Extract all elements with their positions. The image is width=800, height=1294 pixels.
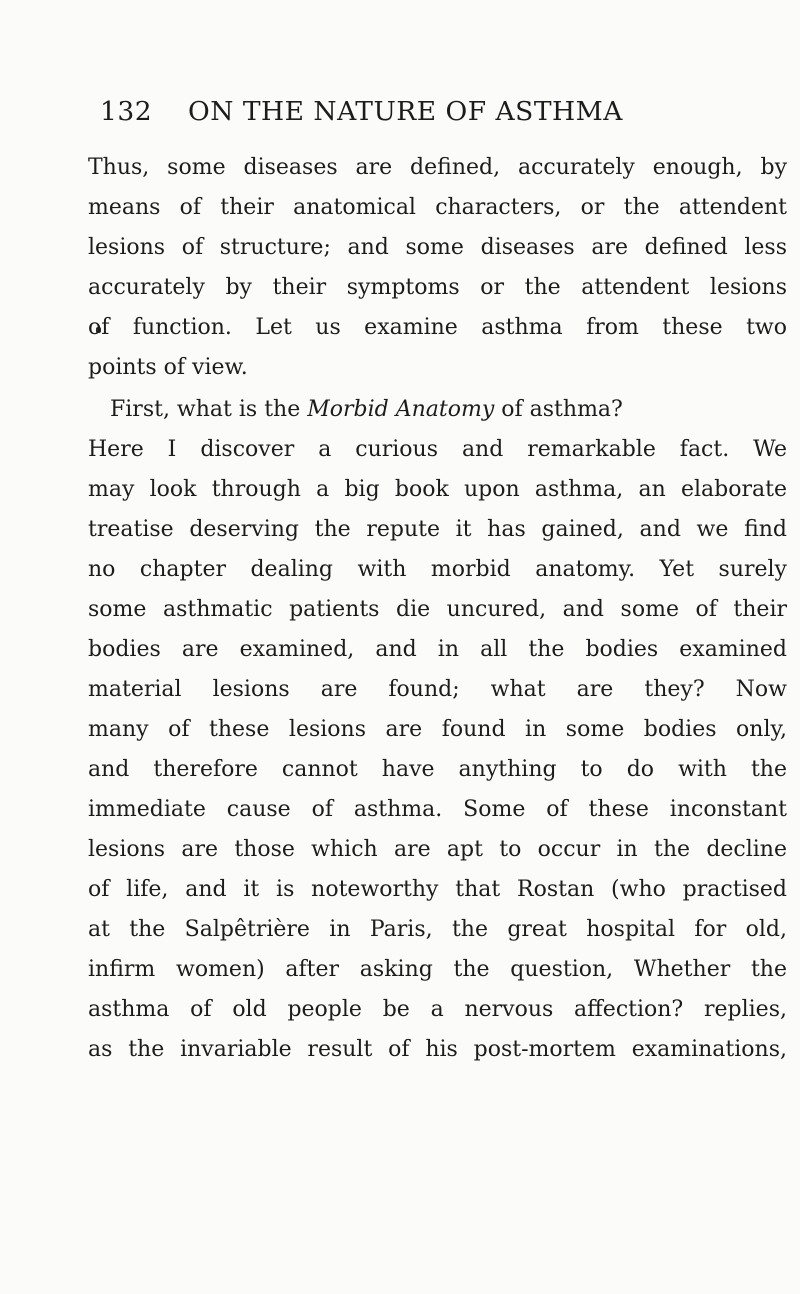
text-run: of asthma? xyxy=(494,397,623,422)
text-line: material lesions are found; what are they? Now xyxy=(88,677,787,702)
text-line: lesions are those which are apt to occur in the decline xyxy=(88,837,787,862)
running-head xyxy=(100,96,692,136)
text-line: many of these lesions are found in some bodies only, xyxy=(88,717,787,742)
text-line: no chapter dealing with morbid anatomy. Yet surely xyxy=(88,557,787,582)
text-line: points of view. xyxy=(88,355,248,380)
text-line: asthma of old people be a nervous affection? replies, xyxy=(88,997,787,1022)
text-line: bodies are examined, and in all the bodies examined xyxy=(88,637,787,662)
text-line: treatise deserving the repute it has gained, and we find xyxy=(88,517,787,542)
text-line: of life, and it is noteworthy that Rostan (who practised xyxy=(88,877,787,902)
text-line: at the Salpêtrière in Paris, the great hospital for old, xyxy=(88,917,787,942)
text-line: means of their anatomical characters, or the attendent xyxy=(88,195,787,220)
emphasized-term: Morbid Anatomy xyxy=(307,397,495,422)
text-line: and therefore cannot have anything to do with the xyxy=(88,757,787,782)
text-line: immediate cause of asthma. Some of these inconstant xyxy=(88,797,787,822)
text-line: some asthmatic patients die uncured, and some of their xyxy=(88,597,787,622)
text-run: First, what is the xyxy=(110,397,308,422)
text-line: may look through a big book upon asthma, an elaborate xyxy=(88,477,787,502)
text-line: accurately by their symptoms or the attendent lesions xyxy=(88,275,787,300)
paragraph-first-line xyxy=(110,390,787,430)
page-number: 132 xyxy=(100,96,153,127)
text-line: as the invariable result of his post-mortem examinations, xyxy=(88,1037,787,1062)
text-line: Here I discover a curious and remarkable fact. We xyxy=(88,437,787,462)
text-line: Thus, some diseases are defined, accurately enough, by xyxy=(88,155,787,180)
text-line: of function. Let us examine asthma from these two xyxy=(88,315,787,340)
text-line: lesions of structure; and some diseases are defined less xyxy=(88,235,787,260)
running-title: ON THE NATURE OF ASTHMA xyxy=(188,96,623,127)
text-line: infirm women) after asking the question, Whether the xyxy=(88,957,787,982)
